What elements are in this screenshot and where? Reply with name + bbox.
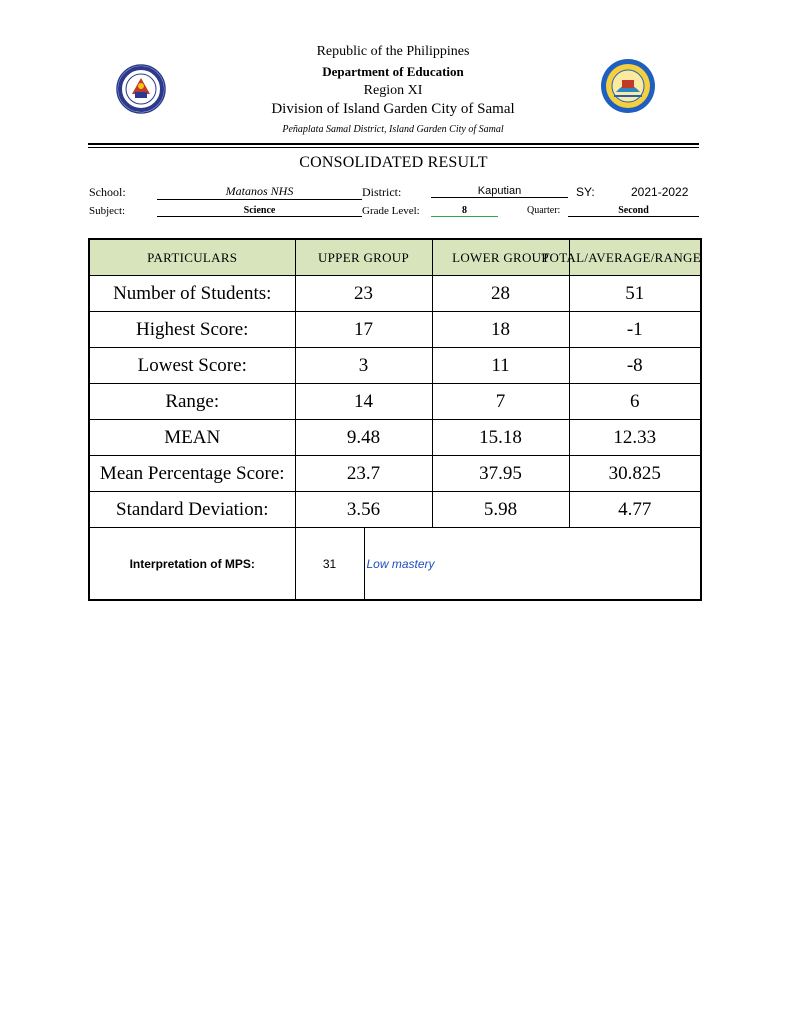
header-total (541, 239, 701, 276)
row-lower: 7 (432, 384, 569, 420)
row-label: Mean Percentage Score: (89, 456, 295, 492)
quarter-label: Quarter: (527, 205, 561, 216)
row-label: Number of Students: (89, 276, 295, 312)
subject-label: Subject: (89, 205, 126, 217)
report-title: CONSOLIDATED RESULT (299, 154, 488, 171)
school-label: School: (89, 185, 126, 199)
subject-value: Science (157, 205, 362, 217)
interpretation-body (295, 528, 701, 601)
district-label: District: (362, 185, 402, 199)
interpretation-label: Interpretation of MPS: (89, 528, 295, 601)
row-lower: 15.18 (432, 420, 569, 456)
interpretation-row (89, 528, 701, 601)
republic-line: Republic of the Philippines (316, 44, 470, 59)
row-total: 12.33 (569, 420, 701, 456)
row-total: -1 (569, 312, 701, 348)
table-row (89, 384, 701, 420)
table-row (89, 456, 701, 492)
row-total: 30.825 (569, 456, 701, 492)
row-upper: 14 (295, 384, 432, 420)
deped-seal-icon (116, 64, 166, 114)
sy-value: 2021-2022 (631, 185, 689, 199)
quarter-value: Second (568, 205, 699, 217)
grade-level-value: 8 (431, 205, 498, 217)
header-rule-thick (88, 143, 699, 145)
row-upper: 3.56 (295, 492, 432, 528)
row-upper: 3 (295, 348, 432, 384)
row-label: Highest Score: (89, 312, 295, 348)
results-table (88, 238, 702, 601)
table-header-row (89, 239, 701, 276)
row-total: 51 (569, 276, 701, 312)
row-total: 6 (569, 384, 701, 420)
region-line: Region XI (363, 83, 423, 98)
division-seal-icon (600, 58, 656, 114)
row-total: -8 (569, 348, 701, 384)
table-row (89, 312, 701, 348)
row-upper: 23.7 (295, 456, 432, 492)
table-row (89, 420, 701, 456)
division-line: Division of Island Garden City of Samal (271, 101, 515, 117)
interpretation-value: 31 (296, 528, 365, 599)
row-upper: 9.48 (295, 420, 432, 456)
row-total: 4.77 (569, 492, 701, 528)
header-rule-thin (88, 147, 699, 148)
sy-label: SY: (576, 185, 595, 199)
district-value: Kaputian (431, 185, 568, 198)
row-label: Standard Deviation: (89, 492, 295, 528)
row-label: Range: (89, 384, 295, 420)
table-row (89, 492, 701, 528)
row-lower: 5.98 (432, 492, 569, 528)
school-value: Matanos NHS (157, 184, 362, 200)
interpretation-text: Low mastery (366, 556, 435, 571)
row-upper: 17 (295, 312, 432, 348)
row-label: Lowest Score: (89, 348, 295, 384)
table-row (89, 276, 701, 312)
row-upper: 23 (295, 276, 432, 312)
grade-level-label: Grade Level: (362, 205, 420, 217)
row-lower: 28 (432, 276, 569, 312)
department-line: Department of Education (322, 64, 464, 79)
header-upper-group: UPPER GROUP (295, 239, 432, 276)
row-label: MEAN (89, 420, 295, 456)
header-lower-group: LOWER GROUP (432, 239, 569, 276)
header-total-text: TOTAL/AVERAGE/RANGE (541, 249, 701, 265)
row-lower: 37.95 (432, 456, 569, 492)
header-particulars: PARTICULARS (89, 239, 295, 276)
row-lower: 11 (432, 348, 569, 384)
district-address-line: Peñaplata Samal District, Island Garden City of Samal (282, 124, 504, 135)
row-lower: 18 (432, 312, 569, 348)
table-row (89, 348, 701, 384)
